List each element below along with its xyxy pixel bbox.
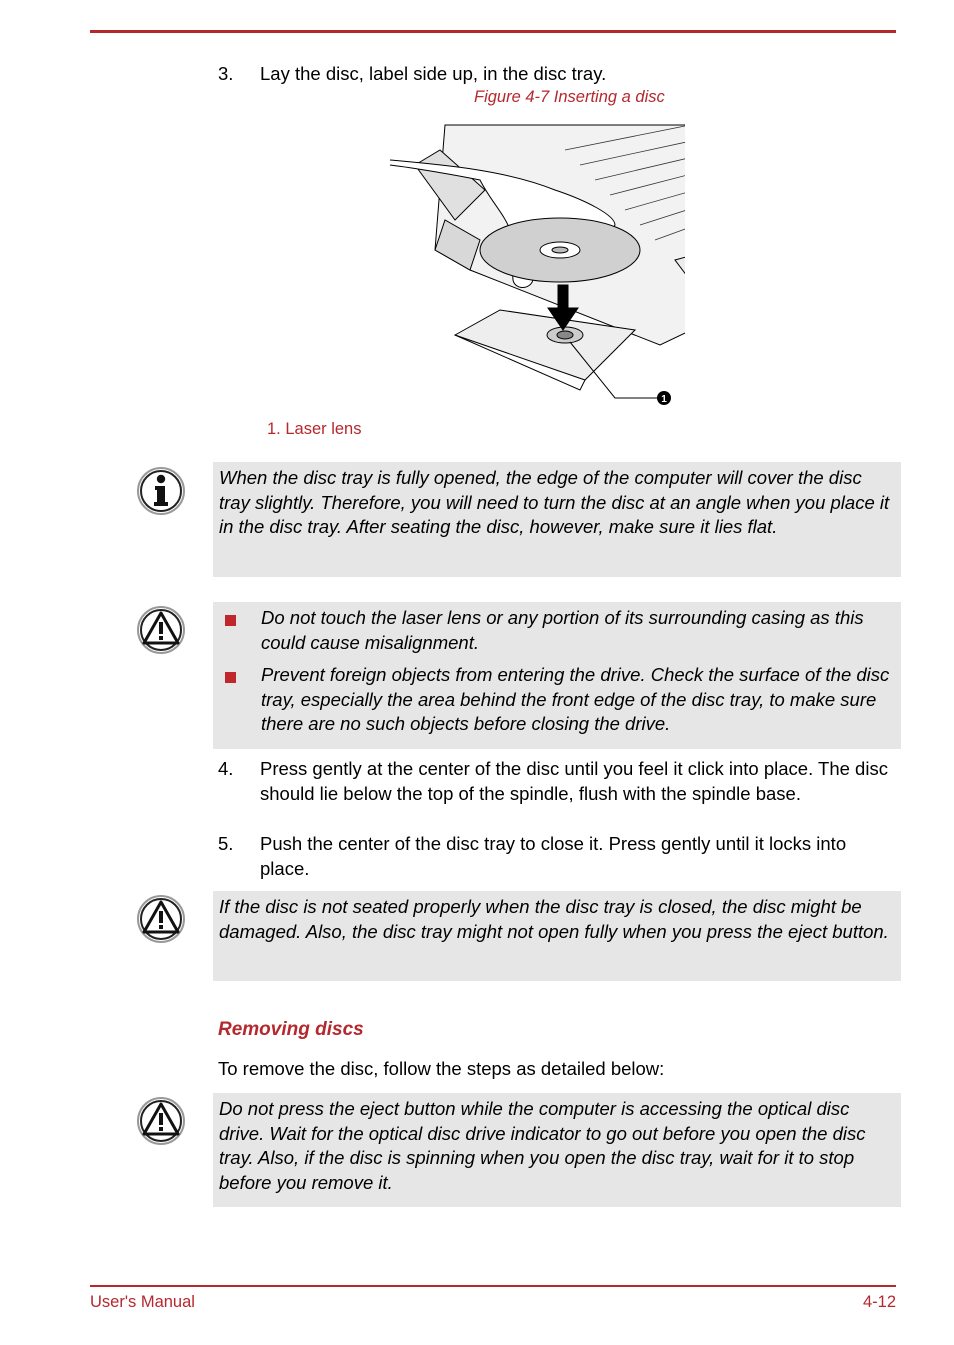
caution-note-text: Do not press the eject button while the computer is accessing the optical disc drive. Wait for the optical disc drive indicator to go out before you open the disc tray. Also, if the disc is spinning when you open the disc tray, wait for it to stop before you remove it.: [219, 1098, 866, 1193]
footer-rule: [90, 1285, 896, 1287]
section-heading: Removing discs: [218, 1019, 364, 1040]
step-number: 5.: [218, 833, 234, 854]
step-4: [218, 757, 888, 806]
figure-caption: Figure 4-7 Inserting a disc: [474, 88, 665, 106]
list-item: [219, 606, 895, 655]
step-text: Push the center of the disc tray to close it. Press gently until it locks into place.: [260, 833, 847, 879]
caution-note-text: If the disc is not seated properly when the disc tray is closed, the disc might be damaged. Also, the disc tray might not open fully when you press the eject button.: [219, 896, 889, 942]
list-item-text: Prevent foreign objects from entering the drive. Check the surface of the disc tray, especially the area behind the front edge of the disc tray, to make sure there are no such objects before closing the drive.: [261, 664, 890, 734]
step-number: 3.: [218, 63, 234, 84]
caution-icon: [136, 605, 186, 655]
caution-icon: [136, 894, 186, 944]
page-number: 4-12: [862, 1293, 896, 1311]
callout-number: 1: [661, 394, 667, 405]
info-icon: [136, 466, 186, 516]
caution-list: [219, 606, 895, 737]
section-intro: To remove the disc, follow the steps as detailed below:: [218, 1058, 665, 1079]
info-note: [213, 462, 901, 577]
list-item: [219, 663, 895, 737]
step-text: Lay the disc, label side up, in the disc tray.: [260, 63, 607, 84]
step-3: [218, 62, 888, 87]
header-rule: [90, 30, 896, 33]
bullet-icon: [225, 672, 236, 683]
list-item-text: Do not touch the laser lens or any portion of its surrounding casing as this could cause misalignment.: [261, 607, 864, 653]
caution-note-2: [213, 891, 901, 981]
caution-note-1: [213, 602, 901, 749]
footer-title: User's Manual: [90, 1293, 195, 1311]
bullet-icon: [225, 615, 236, 626]
step-text: Press gently at the center of the disc until you feel it click into place. The disc should lie below the top of the spindle, flush with the spindle base.: [260, 758, 888, 804]
info-note-text: When the disc tray is fully opened, the edge of the computer will cover the disc tray slightly. Therefore, you will need to turn the disc at an angle when you place it in the disc tray. After seating the disc, however, make sure it lies flat.: [219, 467, 890, 537]
disc-insert-illustration: [385, 120, 685, 410]
caution-note-3: [213, 1093, 901, 1207]
caution-icon: [136, 1096, 186, 1146]
step-5: [218, 832, 888, 881]
step-number: 4.: [218, 758, 234, 779]
figure-legend: 1. Laser lens: [267, 420, 362, 438]
